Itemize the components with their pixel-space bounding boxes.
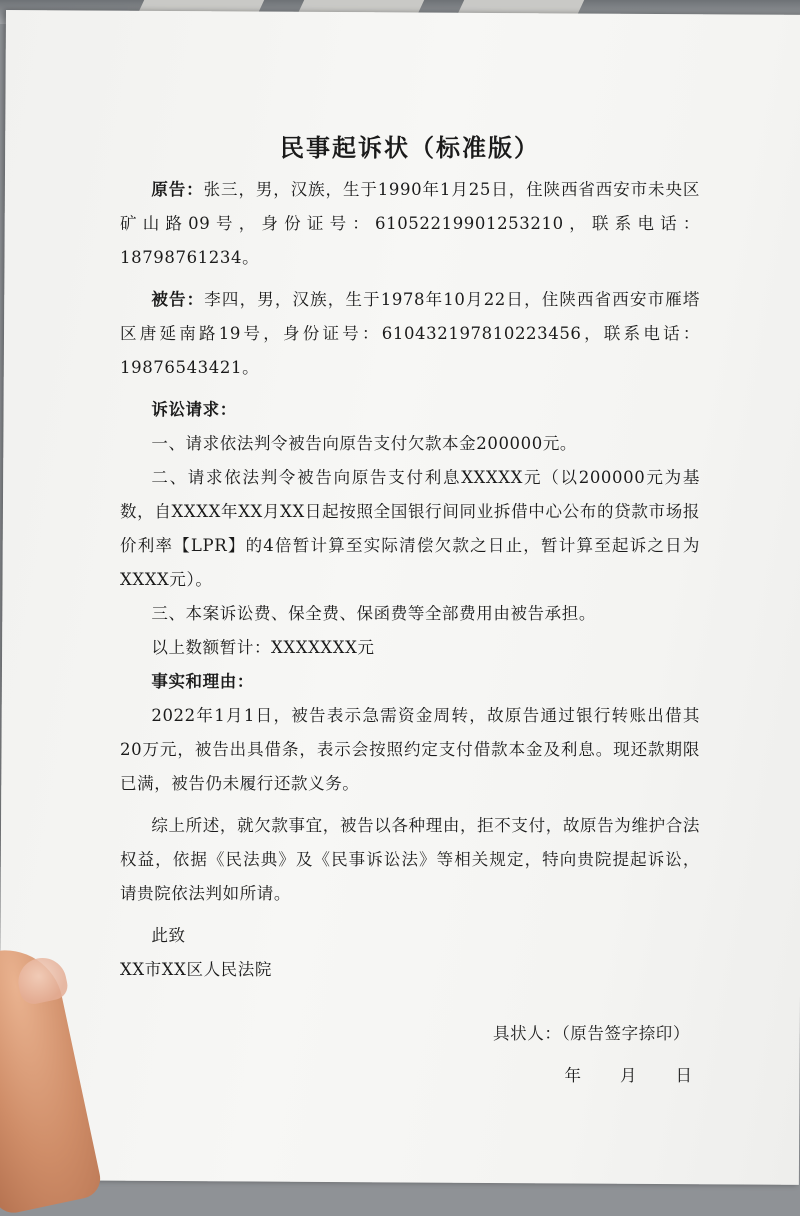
claims-total: 以上数额暂计：XXXXXXX元 [151, 638, 375, 657]
facts-paragraph-1: 2022年1月1日，被告表示急需资金周转，故原告通过银行转账出借其20万元，被告出具借条，表示会按照约定支付借款本金及利息。现还款期限已满，被告仍未履行还款义务。 [120, 706, 700, 793]
date-line: 年 月 日 [564, 1066, 694, 1085]
document-title: 民事起诉状（标准版） [280, 133, 540, 162]
signer-line: 具状人：（原告签字捺印） [493, 1024, 690, 1043]
claim-item-2: 二、请求依法判令被告向原告支付利息XXXXX元（以200000元为基数，自XXXX年XX月XX日起按照全国银行间同业拆借中心公布的贷款市场报价利率【LPR】的4倍暂计算至实际清偿欠款之日止，暂计算至起诉之日为XXXX元）。 [120, 468, 700, 589]
plaintiff-text: 张三，男，汉族，生于1990年1月25日，住陕西省西安市未央区矿山路09号，身份证号：61052219901253210，联系电话：18798761234。 [120, 180, 700, 267]
facts-heading: 事实和理由： [151, 672, 254, 691]
claim-item-3: 三、本案诉讼费、保全费、保函费等全部费用由被告承担。 [151, 604, 596, 623]
claim-item-1: 一、请求依法判令被告向原告支付欠款本金200000元。 [151, 434, 578, 453]
plaintiff-label: 原告： [151, 180, 204, 199]
salutation: 此致 [151, 926, 186, 945]
facts-paragraph-2: 综上所述，就欠款事宜，被告以各种理由，拒不支付，故原告为维护合法权益，依据《民法典》及《民事诉讼法》等相关规定，特向贵院提起诉讼，请贵院依法判如所请。 [120, 816, 700, 903]
defendant-label: 被告： [151, 290, 205, 309]
complaint-document [120, 128, 700, 1093]
claims-heading: 诉讼请求： [151, 400, 237, 419]
court-name: XX市XX区人民法院 [120, 960, 272, 979]
plaintiff-section [120, 173, 700, 275]
defendant-section [120, 283, 700, 385]
defendant-text: 李四，男，汉族，生于1978年10月22日，住陕西省西安市雁塔区唐延南路19号，身份证号：610432197810223456，联系电话：19876543421。 [120, 290, 700, 377]
